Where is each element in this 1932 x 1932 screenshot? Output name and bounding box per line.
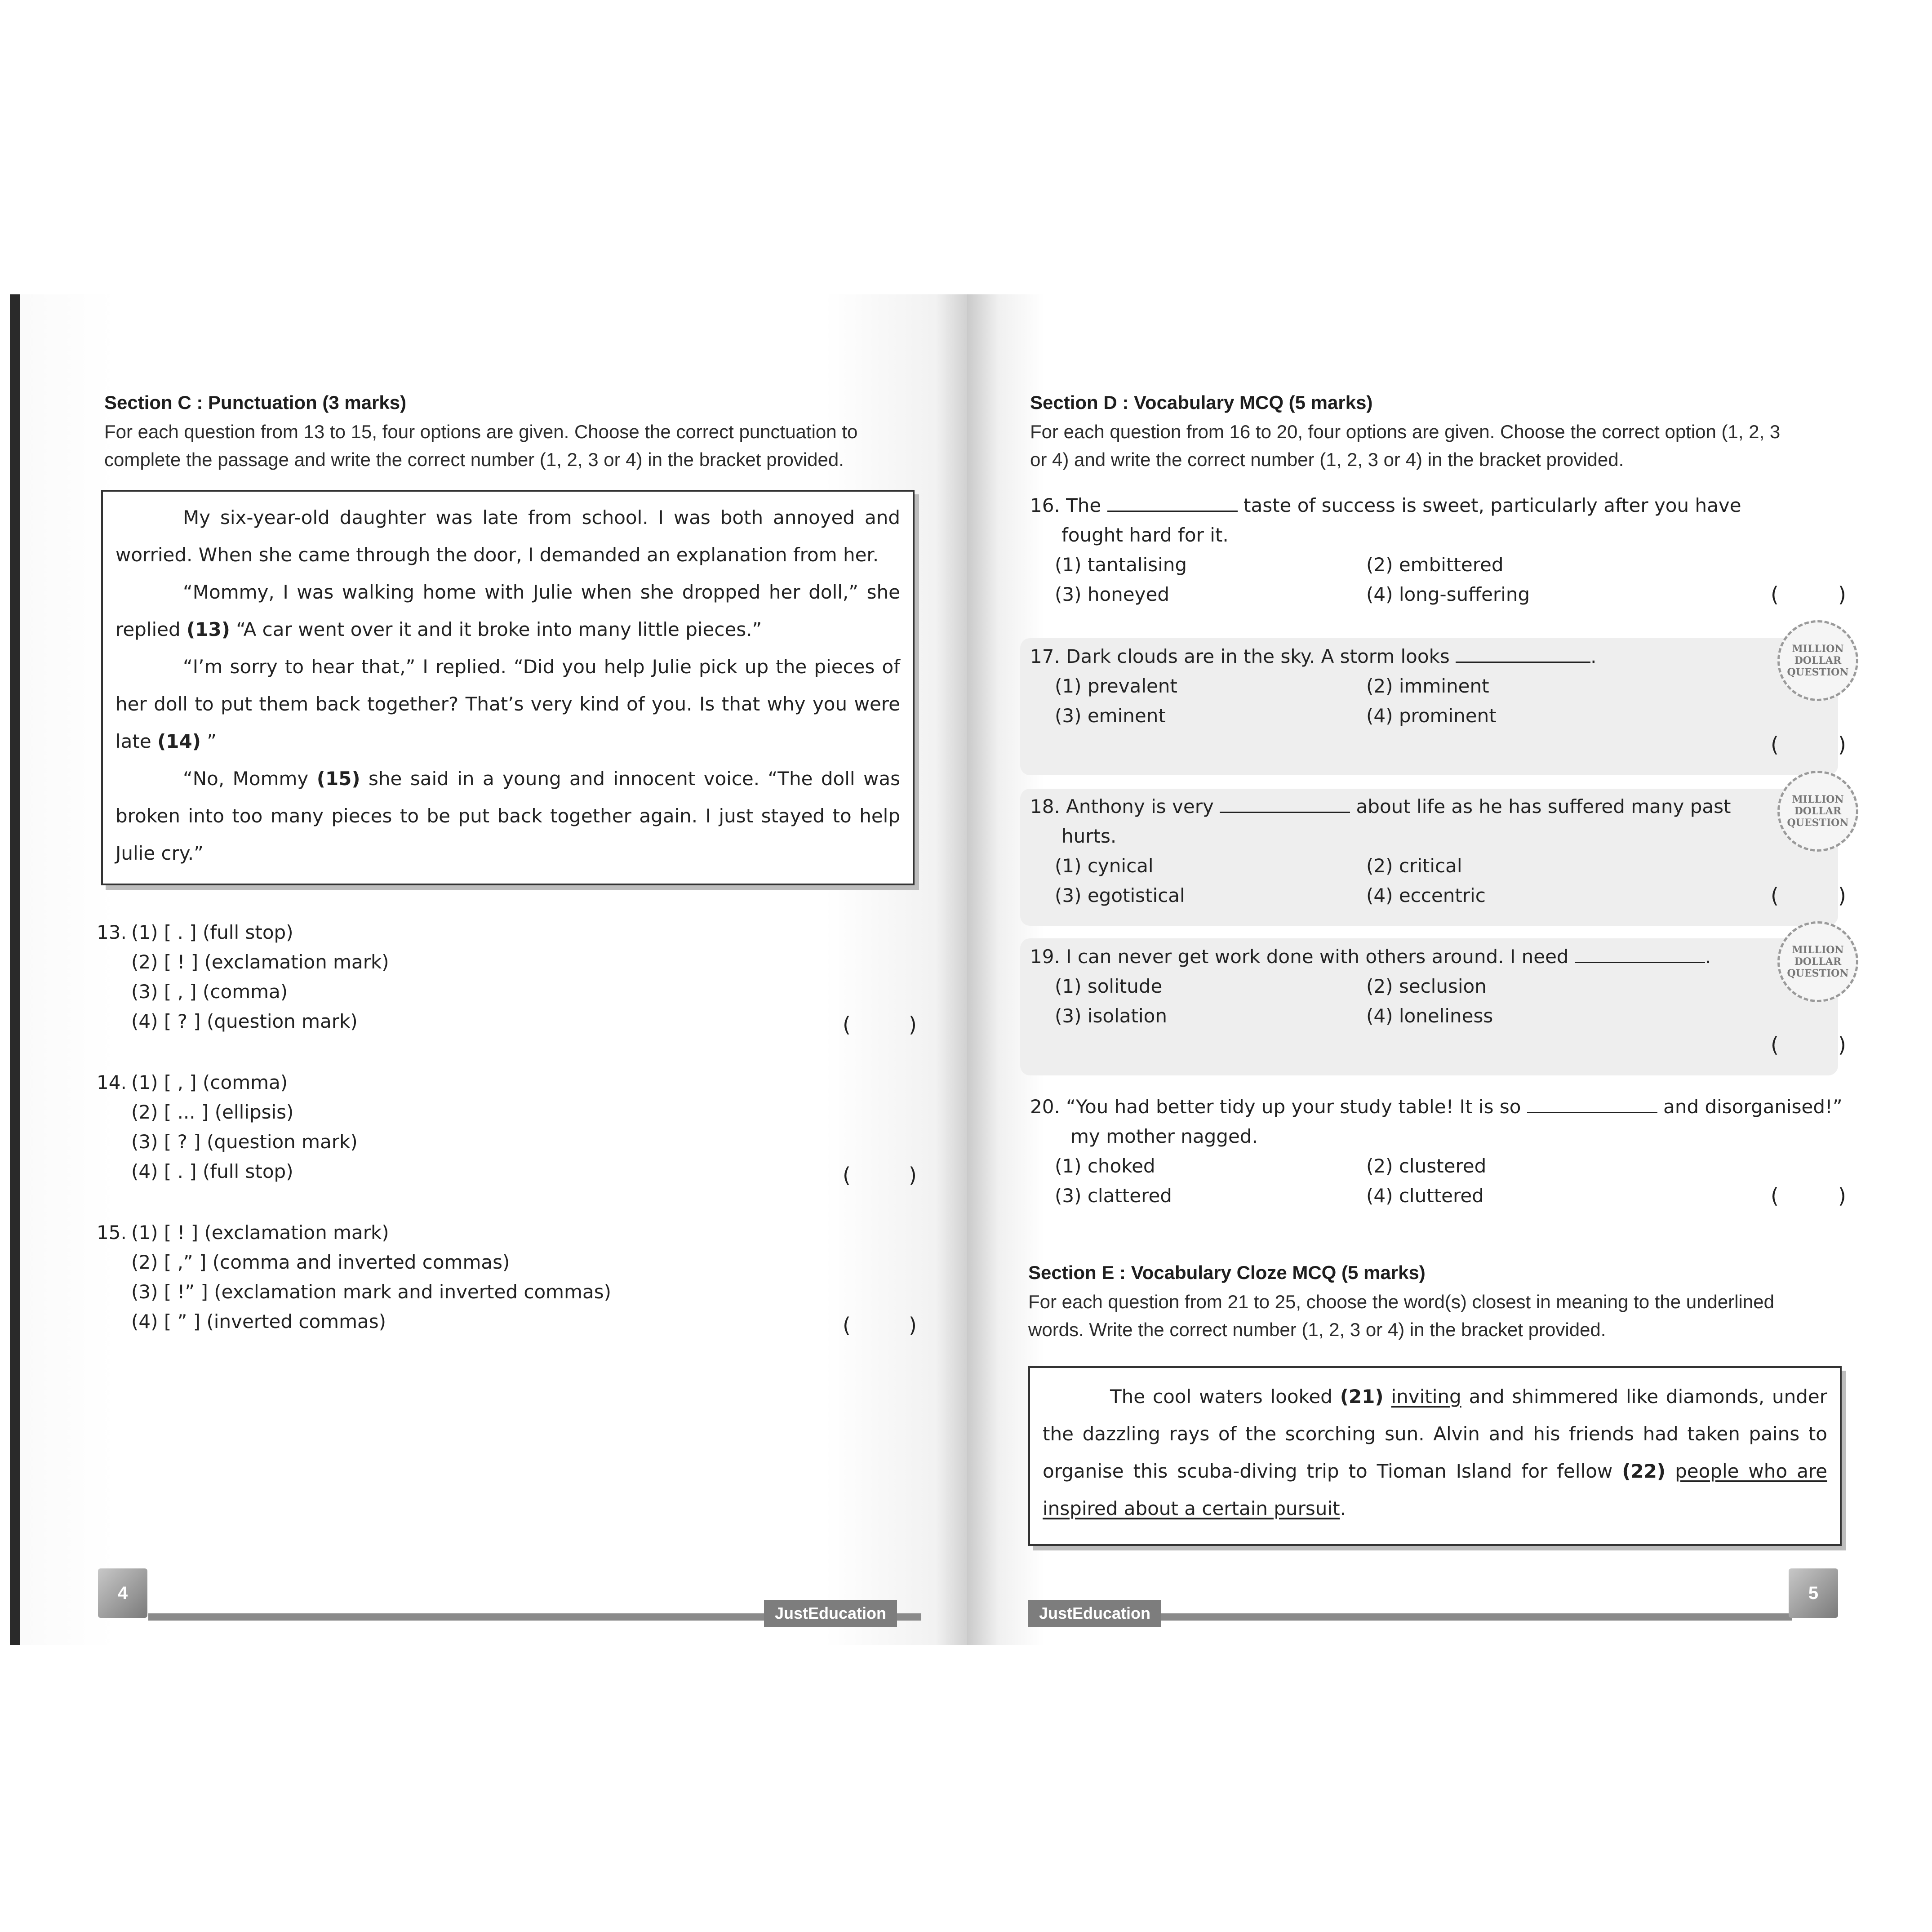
punctuation-passage	[101, 490, 915, 885]
million-dollar-question-badge-17: MILLION DOLLAR QUESTION	[1777, 620, 1858, 701]
cloze-passage	[1028, 1366, 1842, 1546]
q18-blank	[1220, 796, 1350, 813]
section-d-title: Section D : Vocabulary MCQ (5 marks)	[1030, 392, 1373, 413]
q19-option-1[interactable]: (1) solitude	[1055, 975, 1163, 997]
q14-option-3[interactable]: (3) [ ? ] (question mark)	[131, 1131, 358, 1153]
section-e-title: Section E : Vocabulary Cloze MCQ (5 marks)	[1028, 1262, 1426, 1283]
passage-paragraph-4: “No, Mommy (15) she said in a young and innocent voice. “The doll was broken into too many pieces to be put back together again. I just stayed to help Julie cry.”	[115, 768, 900, 864]
gutter-shadow	[936, 294, 999, 1645]
cloze-paragraph: The cool waters looked (21) inviting and shimmered like diamonds, under the dazzling rays of the scorching sun. Alvin and his friends had taken pains to organise this scuba-diving trip to Tioman Island for fellow (22) people who are inspired about a certain pursuit.	[1043, 1386, 1827, 1519]
q20-stem: 20. “You had better tidy up your study table! It is so and disorganised!”	[1030, 1096, 1843, 1118]
cloze-underline-21: inviting	[1391, 1386, 1461, 1408]
q16-option-4[interactable]: (4) long-suffering	[1366, 583, 1530, 605]
q16-option-3[interactable]: (3) honeyed	[1055, 583, 1169, 605]
q20-option-4[interactable]: (4) cluttered	[1366, 1185, 1484, 1207]
passage-paragraph-1: My six-year-old daughter was late from school. I was both annoyed and worried. When she came through the door, I demanded an explanation from her.	[115, 506, 900, 566]
q16-blank	[1107, 495, 1238, 512]
q16-stem-line2: fought hard for it.	[1061, 524, 1229, 546]
q16-answer-open[interactable]: (	[1771, 582, 1779, 607]
q19-answer-open[interactable]: (	[1771, 1033, 1779, 1057]
section-e-instruction-1: For each question from 21 to 25, choose the word(s) closest in meaning to the underlined	[1028, 1291, 1774, 1312]
q18-option-1[interactable]: (1) cynical	[1055, 855, 1154, 877]
q20-blank	[1527, 1097, 1657, 1113]
q13-answer-open[interactable]: (	[843, 1013, 851, 1037]
brand-logo-left: JustEducation	[764, 1600, 897, 1627]
q13-option-1[interactable]: (1) [ . ] (full stop)	[131, 921, 293, 943]
passage-paragraph-2: “Mommy, I was walking home with Julie when she dropped her doll,” she replied (13) “A car went over it and it broke into many little pieces.”	[115, 581, 900, 640]
q13-option-4[interactable]: (4) [ ? ] (question mark)	[131, 1010, 358, 1032]
q16-answer-close[interactable]: )	[1838, 582, 1846, 607]
q17-option-1[interactable]: (1) prevalent	[1055, 675, 1177, 697]
q19-blank	[1575, 946, 1705, 963]
q14-option-2[interactable]: (2) [ ... ] (ellipsis)	[131, 1101, 294, 1123]
q17-option-2[interactable]: (2) imminent	[1366, 675, 1489, 697]
q19-option-2[interactable]: (2) seclusion	[1366, 975, 1487, 997]
section-e-instruction-2: words. Write the correct number (1, 2, 3 or 4) in the bracket provided.	[1028, 1319, 1606, 1340]
q18-option-3[interactable]: (3) egotistical	[1055, 884, 1185, 906]
q16-stem: 16. The taste of success is sweet, particularly after you have	[1030, 494, 1741, 516]
q15-option-1[interactable]: (1) [ ! ] (exclamation mark)	[131, 1221, 389, 1244]
q18-option-4[interactable]: (4) eccentric	[1366, 884, 1486, 906]
q13-option-3[interactable]: (3) [ , ] (comma)	[131, 981, 288, 1003]
section-c-instruction-1: For each question from 13 to 15, four options are given. Choose the correct punctuation to	[104, 421, 858, 442]
million-dollar-question-badge-18: MILLION DOLLAR QUESTION	[1777, 771, 1858, 852]
q18-answer-close[interactable]: )	[1838, 884, 1846, 908]
q20-option-1[interactable]: (1) choked	[1055, 1155, 1155, 1177]
q14-answer-close[interactable]: )	[909, 1163, 917, 1187]
q17-option-3[interactable]: (3) eminent	[1055, 705, 1166, 727]
q15-option-3[interactable]: (3) [ !” ] (exclamation mark and inverted commas)	[131, 1281, 611, 1303]
q17-answer-open[interactable]: (	[1771, 733, 1779, 757]
million-dollar-question-badge-19: MILLION DOLLAR QUESTION	[1777, 921, 1858, 1002]
q20-option-2[interactable]: (2) clustered	[1366, 1155, 1487, 1177]
q17-blank	[1456, 646, 1590, 663]
q20-stem-line2: my mother nagged.	[1070, 1125, 1258, 1147]
brand-logo-right: JustEducation	[1028, 1600, 1161, 1627]
q18-stem: 18. Anthony is very about life as he has suffered many past	[1030, 795, 1731, 817]
q19-stem: 19. I can never get work done with others around. I need .	[1030, 946, 1711, 968]
q15-answer-close[interactable]: )	[909, 1313, 917, 1337]
q17-option-4[interactable]: (4) prominent	[1366, 705, 1497, 727]
passage-paragraph-3: “I’m sorry to hear that,” I replied. “Did you help Julie pick up the pieces of her doll to put them back together? That’s very kind of you. Is that why you were late (14) ”	[115, 656, 900, 752]
section-c-title: Section C : Punctuation (3 marks)	[104, 392, 407, 413]
cloze-underline-22: people who are inspired about a certain pursuit	[1043, 1460, 1827, 1519]
section-c-instruction-2: complete the passage and write the correct number (1, 2, 3 or 4) in the bracket provided.	[104, 449, 844, 470]
q19-option-4[interactable]: (4) loneliness	[1366, 1005, 1493, 1027]
q15-number: 15.	[97, 1221, 127, 1244]
q14-answer-open[interactable]: (	[843, 1163, 851, 1187]
q20-option-3[interactable]: (3) clattered	[1055, 1185, 1172, 1207]
q15-option-4[interactable]: (4) [ ” ] (inverted commas)	[131, 1310, 386, 1332]
q14-option-1[interactable]: (1) [ , ] (comma)	[131, 1071, 288, 1093]
q14-option-4[interactable]: (4) [ . ] (full stop)	[131, 1160, 293, 1182]
q20-answer-close[interactable]: )	[1838, 1184, 1846, 1208]
page-number-right: 5	[1789, 1568, 1838, 1618]
q17-answer-close[interactable]: )	[1838, 733, 1846, 757]
q16-option-2[interactable]: (2) embittered	[1366, 554, 1504, 576]
q17-stem: 17. Dark clouds are in the sky. A storm looks .	[1030, 645, 1597, 667]
q18-option-2[interactable]: (2) critical	[1366, 855, 1462, 877]
q13-option-2[interactable]: (2) [ ! ] (exclamation mark)	[131, 951, 389, 973]
q20-answer-open[interactable]: (	[1771, 1184, 1779, 1208]
section-d-instruction-2: or 4) and write the correct number (1, 2, 3 or 4) in the bracket provided.	[1030, 449, 1624, 470]
q18-stem-line2: hurts.	[1061, 825, 1117, 847]
section-d-instruction-1: For each question from 16 to 20, four options are given. Choose the correct option (1, 2, 3	[1030, 421, 1781, 442]
q13-answer-close[interactable]: )	[909, 1013, 917, 1037]
q14-number: 14.	[97, 1071, 127, 1093]
q13-number: 13.	[97, 921, 127, 943]
page-number-left: 4	[98, 1568, 147, 1618]
q19-option-3[interactable]: (3) isolation	[1055, 1005, 1167, 1027]
q19-answer-close[interactable]: )	[1838, 1033, 1846, 1057]
q15-option-2[interactable]: (2) [ ,” ] (comma and inverted commas)	[131, 1251, 510, 1273]
q18-answer-open[interactable]: (	[1771, 884, 1779, 908]
q15-answer-open[interactable]: (	[843, 1313, 851, 1337]
q16-option-1[interactable]: (1) tantalising	[1055, 554, 1187, 576]
